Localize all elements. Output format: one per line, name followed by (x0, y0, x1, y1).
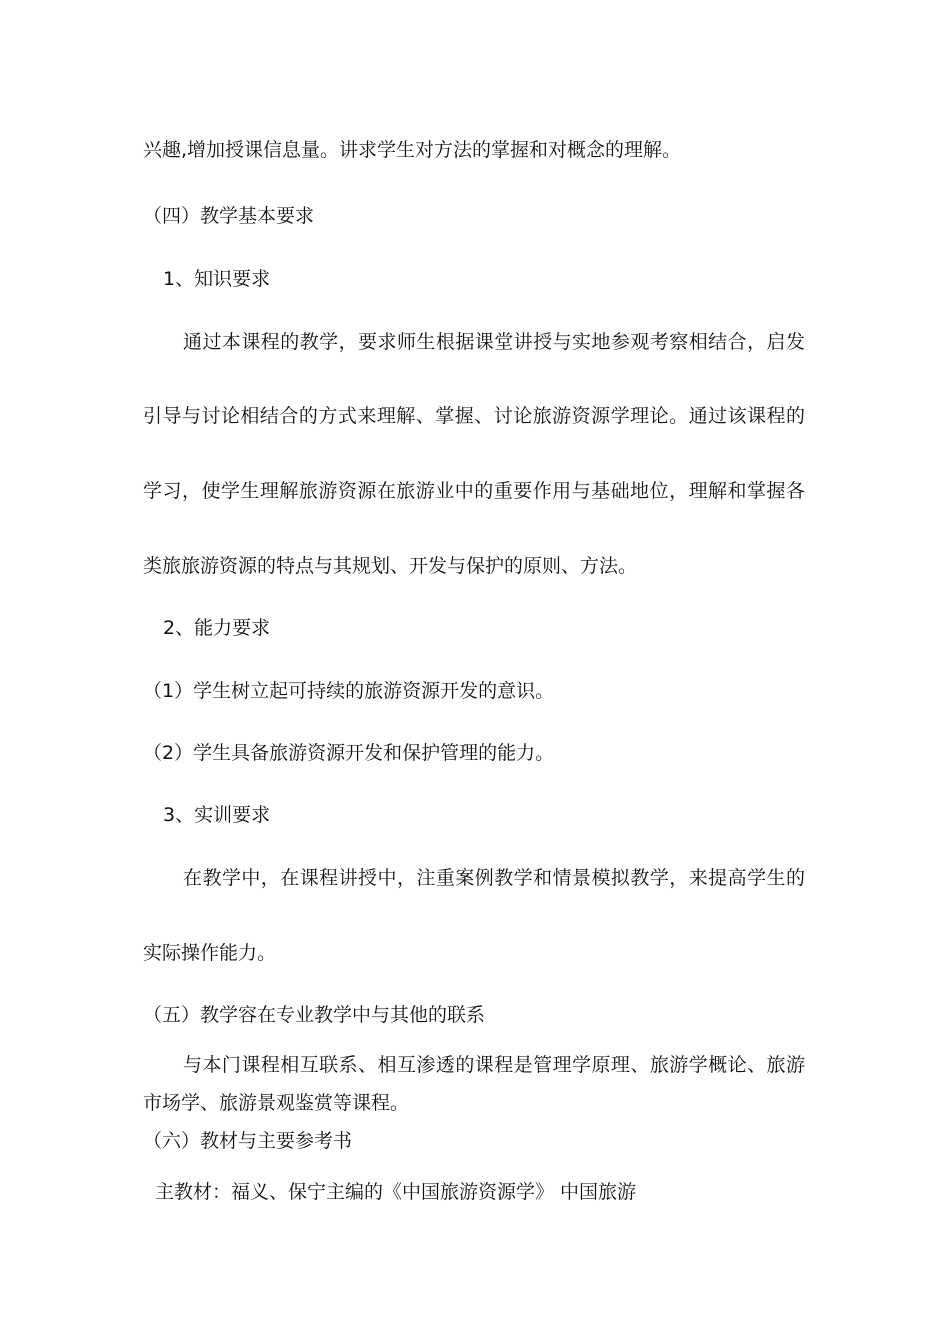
section-heading-5: （五）教学容在专业教学中与其他的联系 (143, 1004, 486, 1026)
subheading-training: 3、实训要求 (163, 804, 271, 826)
paragraph-line: 通过本课程的教学，要求师生根据课堂讲授与实地参观考察相结合，启发 (183, 331, 805, 353)
paragraph-line: 引导与讨论相结合的方式来理解、掌握、讨论旅游资源学理论。通过该课程的 (143, 405, 805, 427)
paragraph-line: 主教材：福义、保宁主编的《中国旅游资源学》 中国旅游 (155, 1181, 637, 1203)
section-heading-6: （六）教材与主要参考书 (143, 1130, 353, 1152)
subheading-knowledge: 1、知识要求 (163, 268, 271, 290)
paragraph-line: 在教学中，在课程讲授中，注重案例教学和情景模拟教学，来提高学生的 (183, 867, 805, 889)
paragraph-line: 学习，使学生理解旅游资源在旅游业中的重要作用与基础地位，理解和掌握各 (143, 480, 805, 502)
paragraph-line: 类旅旅游资源的特点与其规划、开发与保护的原则、方法。 (143, 555, 638, 577)
section-heading-4: （四）教学基本要求 (143, 205, 315, 227)
list-item: （1）学生树立起可持续的旅游资源开发的意识。 (143, 680, 555, 702)
list-item: （2）学生具备旅游资源开发和保护管理的能力。 (143, 742, 555, 764)
paragraph-line: 市场学、旅游景观鉴赏等课程。 (143, 1092, 410, 1114)
paragraph-line: 与本门课程相互联系、相互渗透的课程是管理学原理、旅游学概论、旅游 (183, 1054, 805, 1076)
paragraph-line: 实际操作能力。 (143, 942, 277, 964)
paragraph-line: 兴趣,增加授课信息量。讲求学生对方法的掌握和对概念的理解。 (143, 139, 682, 161)
subheading-ability: 2、能力要求 (163, 617, 271, 639)
